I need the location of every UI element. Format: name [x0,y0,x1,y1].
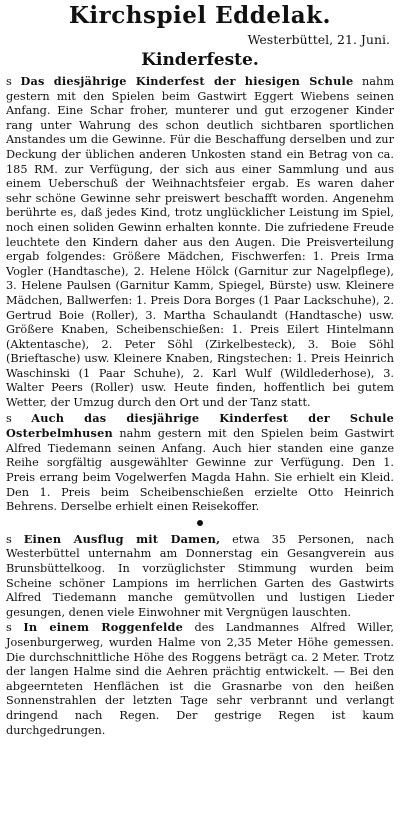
article-lead: Das diesjährige Kinderfest der hiesigen Schule [20,74,354,88]
dateline: Westerbüttel, 21. Juni. [247,32,390,47]
article-body: etwa 35 Personen, nach Westerbüttel unternahm am Donnerstag ein Gesangverein aus Brunsbüttelkoog. In vorzüglichster Stimmung wurden beim Scheine schöner Lampions im herrlichen Garten des Gastwirts Alfred Tiedemann manche gemütvollen und lustigen Lieder gesungen, denen viele Einwohner mit Vergnügen lauschten. [6,532,395,619]
article-lead: Auch das diesjährige Kinderfest der Schule Osterbelmhusen [6,410,394,441]
bullet-icon [197,520,203,526]
article-body: des Landmannes Alfred Willer, Josenburgerweg, wurden Halme von 2,35 Meter Höhe gemessen. Die durchschnittliche Höhe des Roggens beträgt ca. 2 Meter. Trotz der langen Halme sind die Aehren prächtig entwickelt. — Bei den abgeernteten Henflächen ist die Grasnarbe von den heißen Sonnenstrahlen der letzten Tage sehr verbrannt und verlangt dringend nach Regen. Der gestrige Regen ist kaum durchgedrungen. [6,621,394,737]
section-title: Kinderfeste. [141,50,259,70]
article-mark: s [6,621,12,635]
article-kinderfest-osterbelmhusen [6,411,394,515]
article-lead: In einem Roggenfelde [23,620,183,635]
section-divider [6,518,394,530]
masthead: Kirchspiel Eddelak. [68,2,332,29]
article-mark: s [6,411,12,425]
article-body: nahm gestern mit den Spielen beim Gastwirt Eggert Wiebens seinen Anfang. Eine Schar froher, munterer und gut erzogener Kinder rang unter Wahrung des schon deutlich sichtbaren sportlichen Anstandes um die Gewinne. Für die Beschaffung derselben und zur Deckung der üblichen anderen Unkosten stand ein Betrag von ca. 185 RM. zur Verfügung, der sich aus einer Sammlung und aus einem Ueberschuß der Weihnachtsfeier ergab. Es waren daher sehr schöne Gewinne sehr preiswert beschafft worden. Angenehm berührte es, daß jedes Kind, trotz unglücklicher Leistung im Spiel, noch einen soliden Gewinn erhalten konnte. Die zufriedene Freude leuchtete den Kindern daher aus den Augen. Die Preisverteilung ergab folgendes: Größere Mädchen, Fischwerfen: 1. Preis Irma Vogler (Handtasche), 2. Helene Hölck (Garnitur zur Nagelpflege), 3. Helene Paulsen (Garnitur Kamm, Spiegel, Bürste) usw. Kleinere Mädchen, Ballwerfen: 1. Preis Dora Borges (1 Paar Lackschuhe), 2. Gertrud Boie (Roller), 3. Martha Schaulandt (Handtasche) usw. Größere Knaben, Scheibenschießen: 1. Preis Eilert Hintelmann (Aktentasche), 2. Peter Söhl (Zirkelbesteck), 3. Boie Söhl (Brieftasche) usw. Kleinere Knaben, Ringstechen: 1. Preis Heinrich Waschinski (1 Paar Schuhe), 2. Karl Wulf (Wildlederhose), 3. Walter Peers (Roller) usw. Heute finden, hoffentlich bei gutem Wetter, der Umzug durch den Ort und der Tanz statt. [6,75,395,410]
article-lead: Einen Ausflug mit Damen, [23,531,221,546]
article-mark: s [6,75,12,88]
article-ausflug [6,532,394,621]
article-roggenfeld [6,620,394,738]
article-mark: s [6,532,12,546]
article-body: nahm gestern mit den Spielen beim Gastwirt Alfred Tiedemann seinen Anfang. Auch hier standen eine ganze Reihe sorgfältig ausgewählter Gewinne zur Verfügung. Den 1. Preis errang beim Vogelwerfen Magda Hahn. Sie erhielt ein Kleid. Den 1. Preis beim Scheibenschießen erzielte Otto Heinrich Behrens. Derselbe erhielt einen Reisekoffer. [6,427,394,514]
article-kinderfest-hiesige-schule [6,74,394,411]
